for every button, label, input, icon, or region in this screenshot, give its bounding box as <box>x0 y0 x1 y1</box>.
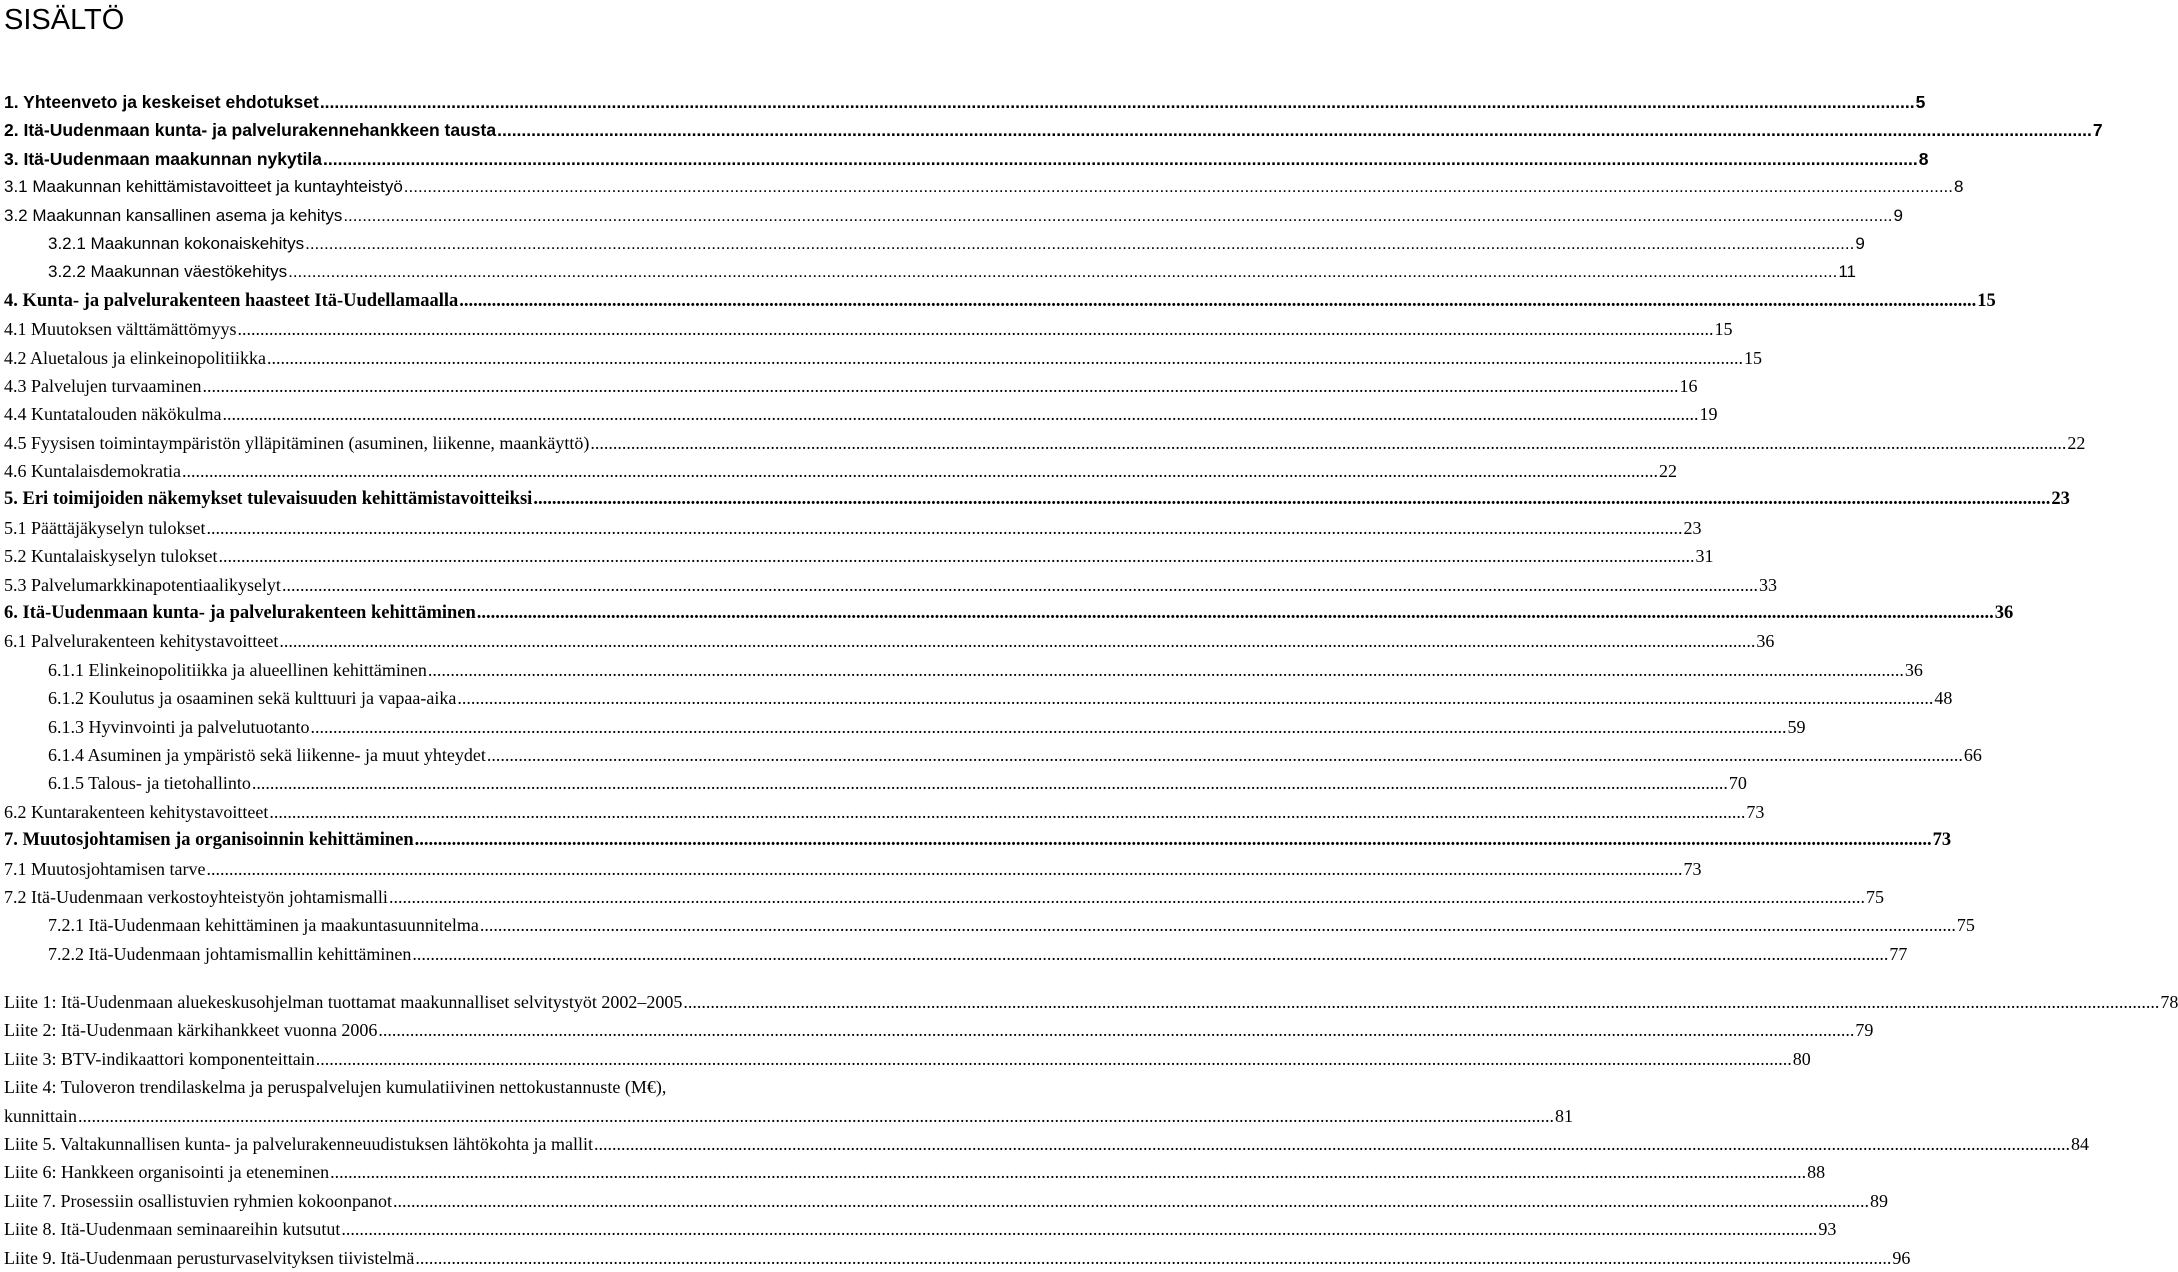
toc-page-number: 8 <box>1954 177 1964 197</box>
toc-page-number: 36 <box>1994 603 2014 624</box>
dot-leader: ........................................................................................................................................................................................................................................................................................................................................ <box>218 546 1695 567</box>
appendix-entry[interactable] <box>0 1158 1826 1186</box>
toc-entry[interactable] <box>0 883 1884 911</box>
toc-page-number: 15 <box>1714 319 1733 340</box>
toc-page-number: 8 <box>1918 148 1929 169</box>
toc-page-number: 75 <box>1956 915 1975 936</box>
toc-entry-label: 6.1.2 Koulutus ja osaaminen sekä kulttuuri ja vapaa-aika <box>48 688 457 709</box>
toc-entry[interactable] <box>0 88 1926 116</box>
toc-entry-label: 3.1 Maakunnan kehittämistavoitteet ja kuntayhteistyö <box>4 177 403 197</box>
dot-leader: ........................................................................................................................................................................................................................................................................................................................................ <box>683 992 2160 1012</box>
toc-entry[interactable] <box>0 457 1677 485</box>
toc-entry-label: Liite 5. Valtakunnallisen kunta- ja palvelurakenneuudistuksen lähtökohta ja mallit <box>4 1133 594 1154</box>
toc-entry-label: 6. Itä-Uudenmaan kunta- ja palvelurakenteen kehittäminen <box>4 603 476 624</box>
toc-entry-label: 3.2.1 Maakunnan kokonaiskehitys <box>48 233 305 253</box>
toc-page-number: 36 <box>1756 631 1775 652</box>
dot-leader: ........................................................................................................................................................................................................................................................................................................................................ <box>202 375 1679 396</box>
toc-entry-label: 5. Eri toimijoiden näkemykset tulevaisuuden kehittämistavoitteiksi <box>4 489 533 510</box>
toc-page-number: 31 <box>1695 546 1714 567</box>
toc-entry-label: Liite 2: Itä-Uudenmaan kärkihankkeet vuonna 2006 <box>4 1020 378 1041</box>
toc-entry-label: 7.2.1 Itä-Uudenmaan kehittäminen ja maakuntasuunnitelma <box>48 915 479 936</box>
toc-page-number: 79 <box>1855 1020 1874 1041</box>
toc-page-number: 5 <box>1915 92 1926 112</box>
page-title: SISÄLTÖ <box>4 4 125 36</box>
toc-page-number: 16 <box>1679 375 1698 396</box>
toc-page-number: 15 <box>1977 290 1996 311</box>
toc-entry[interactable] <box>0 826 1952 854</box>
dot-leader: ........................................................................................................................................................................................................................................................................................................................................ <box>388 886 1865 907</box>
toc-entry-label: 5.3 Palvelumarkkinapotentiaalikyselyt <box>4 574 281 595</box>
toc-page-number: 77 <box>1889 943 1908 964</box>
toc-page-number: 33 <box>1758 574 1777 595</box>
toc-entry[interactable] <box>0 571 1777 599</box>
dot-leader: ........................................................................................................................................................................................................................................................................................................................................ <box>343 205 1893 225</box>
toc-entry-label: 7.2.2 Itä-Uudenmaan johtamismallin kehittäminen <box>48 943 412 964</box>
toc-entry[interactable] <box>0 627 1775 655</box>
table-of-contents <box>0 88 2103 968</box>
dot-leader: ........................................................................................................................................................................................................................................................................................................................................ <box>497 120 2092 141</box>
dot-leader: ........................................................................................................................................................................................................................................................................................................................................ <box>206 858 1683 879</box>
toc-entry-label: Liite 1: Itä-Uudenmaan aluekeskusohjelman tuottamat maakunnalliset selvitystyöt 2002–2005 <box>4 992 683 1012</box>
dot-leader: ........................................................................................................................................................................................................................................................................................................................................ <box>415 1247 1892 1268</box>
toc-entry[interactable] <box>0 230 1865 258</box>
toc-entry[interactable] <box>0 400 1718 428</box>
toc-entry[interactable] <box>0 485 2070 513</box>
dot-leader: ........................................................................................................................................................................................................................................................................................................................................ <box>330 1162 1807 1183</box>
toc-page-number: 81 <box>1555 1105 1573 1126</box>
toc-entry-label: 7.2 Itä-Uudenmaan verkostoyhteistyön johtamismalli <box>4 886 388 907</box>
toc-entry[interactable] <box>0 599 2014 627</box>
toc-entry-label: 1. Yhteenveto ja keskeiset ehdotukset <box>4 92 319 112</box>
toc-page-number: 9 <box>1855 233 1865 253</box>
toc-entry-label: kunnittain <box>4 1105 77 1126</box>
toc-page-number: 70 <box>1728 773 1747 794</box>
dot-leader: ........................................................................................................................................................................................................................................................................................................................................ <box>222 404 1699 425</box>
appendix-entry[interactable] <box>0 1016 1874 1044</box>
appendix-entry[interactable] <box>0 1244 1911 1272</box>
dot-leader: ........................................................................................................................................................................................................................................................................................................................................ <box>206 517 1683 538</box>
toc-entry-label: 4.3 Palvelujen turvaaminen <box>4 375 202 396</box>
toc-entry-label: 7.1 Muutosjohtamisen tarve <box>4 858 206 879</box>
dot-leader: ........................................................................................................................................................................................................................................................................................................................................ <box>414 830 1932 851</box>
dot-leader: ........................................................................................................................................................................................................................................................................................................................................ <box>392 1190 1869 1211</box>
toc-entry-label: 6.1.5 Talous- ja tietohallinto <box>48 773 251 794</box>
appendix-entry[interactable] <box>0 1045 1811 1073</box>
toc-entry-label: 6.1.3 Hyvinvointi ja palvelutuotanto <box>48 716 310 737</box>
dot-leader: ........................................................................................................................................................................................................................................................................................................................................ <box>305 233 1855 253</box>
dot-leader: ........................................................................................................................................................................................................................................................................................................................................ <box>281 574 1758 595</box>
toc-entry-label: Liite 8. Itä-Uudenmaan seminaareihin kutsutut <box>4 1219 341 1240</box>
toc-page-number: 36 <box>1904 659 1923 680</box>
dot-leader: ........................................................................................................................................................................................................................................................................................................................................ <box>594 1133 2071 1154</box>
toc-entry[interactable] <box>0 911 1975 939</box>
toc-entry-label: Liite 6: Hankkeen organisointi ja eteneminen <box>4 1162 330 1183</box>
toc-entry-label: 4.2 Aluetalous ja elinkeinopolitiikka <box>4 347 266 368</box>
toc-page-number: 84 <box>2071 1133 2090 1154</box>
toc-entry-label: Liite 9. Itä-Uudenmaan perusturvaselvityksen tiivistelmä <box>4 1247 415 1268</box>
toc-entry[interactable] <box>0 344 1762 372</box>
toc-entry-label: 3. Itä-Uudenmaan maakunnan nykytila <box>4 148 323 169</box>
dot-leader: ........................................................................................................................................................................................................................................................................................................................................ <box>378 1020 1855 1041</box>
dot-leader: ........................................................................................................................................................................................................................................................................................................................................ <box>476 603 1994 624</box>
toc-page-number: 22 <box>2067 432 2086 453</box>
toc-entry[interactable] <box>0 202 1903 230</box>
dot-leader: ........................................................................................................................................................................................................................................................................................................................................ <box>181 461 1658 482</box>
dot-leader: ........................................................................................................................................................................................................................................................................................................................................ <box>412 943 1889 964</box>
toc-entry[interactable] <box>0 769 1747 797</box>
toc-page-number: 78 <box>2160 992 2178 1012</box>
toc-entry-label: 6.1 Palvelurakenteen kehitystavoitteet <box>4 631 279 652</box>
dot-leader: ........................................................................................................................................................................................................................................................................................................................................ <box>403 177 1953 197</box>
toc-page-number: 15 <box>1743 347 1762 368</box>
toc-entry-label: 4.5 Fyysisen toimintaympäristön ylläpitäminen (asuminen, liikenne, maankäyttö) <box>4 432 590 453</box>
toc-entry[interactable] <box>0 684 1953 712</box>
toc-entry[interactable] <box>0 372 1698 400</box>
appendix-list <box>0 988 2178 1272</box>
toc-entry-label: 2. Itä-Uudenmaan kunta- ja palvelurakennehankkeen tausta <box>4 120 497 141</box>
toc-entry[interactable] <box>0 798 1765 826</box>
toc-entry[interactable] <box>0 287 1996 315</box>
dot-leader: ........................................................................................................................................................................................................................................................................................................................................ <box>251 773 1728 794</box>
dot-leader: ........................................................................................................................................................................................................................................................................................................................................ <box>427 659 1904 680</box>
toc-entry[interactable] <box>0 741 1982 769</box>
dot-leader: ........................................................................................................................................................................................................................................................................................................................................ <box>341 1219 1818 1240</box>
appendix-entry[interactable] <box>0 1215 1837 1243</box>
dot-leader: ........................................................................................................................................................................................................................................................................................................................................ <box>78 1105 1554 1126</box>
dot-leader: ........................................................................................................................................................................................................................................................................................................................................ <box>279 631 1756 652</box>
dot-leader: ........................................................................................................................................................................................................................................................................................................................................ <box>237 319 1714 340</box>
toc-entry-label: Liite 7. Prosessiin osallistuvien ryhmien kokoonpanot <box>4 1190 392 1211</box>
toc-page-number: 59 <box>1787 716 1806 737</box>
toc-page-number: 96 <box>1892 1247 1911 1268</box>
appendix-entry[interactable] <box>0 988 2178 1016</box>
appendix-entry[interactable] <box>0 1130 2090 1158</box>
toc-entry[interactable] <box>0 940 1908 968</box>
dot-leader: ........................................................................................................................................................................................................................................................................................................................................ <box>266 347 1743 368</box>
toc-entry-label: 6.1.4 Asuminen ja ympäristö sekä liikenne- ja muut yhteydet <box>48 744 486 765</box>
dot-leader: ........................................................................................................................................................................................................................................................................................................................................ <box>310 716 1787 737</box>
dot-leader: ........................................................................................................................................................................................................................................................................................................................................ <box>459 290 1977 311</box>
toc-entry[interactable] <box>0 542 1714 570</box>
toc-page-number: 48 <box>1934 688 1953 709</box>
toc-page-number: 80 <box>1792 1048 1811 1069</box>
toc-entry[interactable] <box>0 173 1964 201</box>
toc-page-number: 66 <box>1963 744 1982 765</box>
dot-leader: ........................................................................................................................................................................................................................................................................................................................................ <box>323 148 1918 169</box>
toc-page-number: 23 <box>2051 489 2070 510</box>
toc-entry-label: 4.4 Kuntatalouden näkökulma <box>4 404 222 425</box>
toc-entry[interactable] <box>0 514 1702 542</box>
toc-page-number: 11 <box>1838 262 1856 282</box>
dot-leader: ........................................................................................................................................................................................................................................................................................................................................ <box>319 92 1915 112</box>
toc-entry[interactable] <box>0 258 1856 286</box>
toc-entry[interactable] <box>0 315 1733 343</box>
toc-page-number: 22 <box>1658 461 1677 482</box>
toc-entry-label: 4.1 Muutoksen välttämättömyys <box>4 319 237 340</box>
dot-leader: ........................................................................................................................................................................................................................................................................................................................................ <box>315 1048 1792 1069</box>
toc-entry-label: 5.2 Kuntalaiskyselyn tulokset <box>4 546 218 567</box>
toc-page-number: 73 <box>1746 801 1765 822</box>
dot-leader: ........................................................................................................................................................................................................................................................................................................................................ <box>590 432 2067 453</box>
toc-entry-label: 3.2.2 Maakunnan väestökehitys <box>48 262 288 282</box>
toc-page-number: 93 <box>1818 1219 1837 1240</box>
toc-page-number: 7 <box>2092 120 2103 141</box>
toc-page-number: 19 <box>1699 404 1718 425</box>
dot-leader: ........................................................................................................................................................................................................................................................................................................................................ <box>479 915 1956 936</box>
toc-page-number: 9 <box>1893 205 1903 225</box>
toc-entry-label: 7. Muutosjohtamisen ja organisoinnin kehittäminen <box>4 830 414 851</box>
dot-leader: ........................................................................................................................................................................................................................................................................................................................................ <box>269 801 1746 822</box>
toc-entry[interactable] <box>0 713 1806 741</box>
appendix-entry[interactable] <box>0 1102 1573 1130</box>
toc-entry[interactable] <box>0 656 1923 684</box>
toc-entry-label: 6.1.1 Elinkeinopolitiikka ja alueellinen kehittäminen <box>48 659 427 680</box>
dot-leader: ........................................................................................................................................................................................................................................................................................................................................ <box>486 744 1963 765</box>
toc-entry[interactable] <box>0 855 1702 883</box>
dot-leader: ........................................................................................................................................................................................................................................................................................................................................ <box>533 489 2051 510</box>
toc-entry-label: Liite 3: BTV-indikaattori komponenteittain <box>4 1048 315 1069</box>
toc-entry-label: 3.2 Maakunnan kansallinen asema ja kehitys <box>4 205 343 225</box>
toc-page-number: 89 <box>1869 1190 1888 1211</box>
appendix-entry[interactable] <box>0 1187 1888 1215</box>
toc-entry[interactable] <box>0 429 2086 457</box>
toc-entry-label: 4.6 Kuntalaisdemokratia <box>4 461 181 482</box>
dot-leader: ........................................................................................................................................................................................................................................................................................................................................ <box>288 262 1838 282</box>
dot-leader: ........................................................................................................................................................................................................................................................................................................................................ <box>457 688 1934 709</box>
toc-page-number: 75 <box>1865 886 1884 907</box>
toc-page-number: 73 <box>1683 858 1702 879</box>
toc-page-number: 88 <box>1807 1162 1826 1183</box>
toc-entry-label: 6.2 Kuntarakenteen kehitystavoitteet <box>4 801 269 822</box>
appendix-label-line: Liite 4: Tuloveron trendilaskelma ja peruspalvelujen kumulatiivinen nettokustannuste (M€), <box>4 1077 667 1098</box>
toc-entry[interactable] <box>0 145 1929 173</box>
toc-page-number: 23 <box>1683 517 1702 538</box>
toc-entry-label: 4. Kunta- ja palvelurakenteen haasteet Itä-Uudellamaalla <box>4 290 459 311</box>
toc-entry[interactable] <box>0 116 2103 144</box>
toc-entry-label: 5.1 Päättäjäkyselyn tulokset <box>4 517 206 538</box>
toc-page-number: 73 <box>1932 830 1952 851</box>
